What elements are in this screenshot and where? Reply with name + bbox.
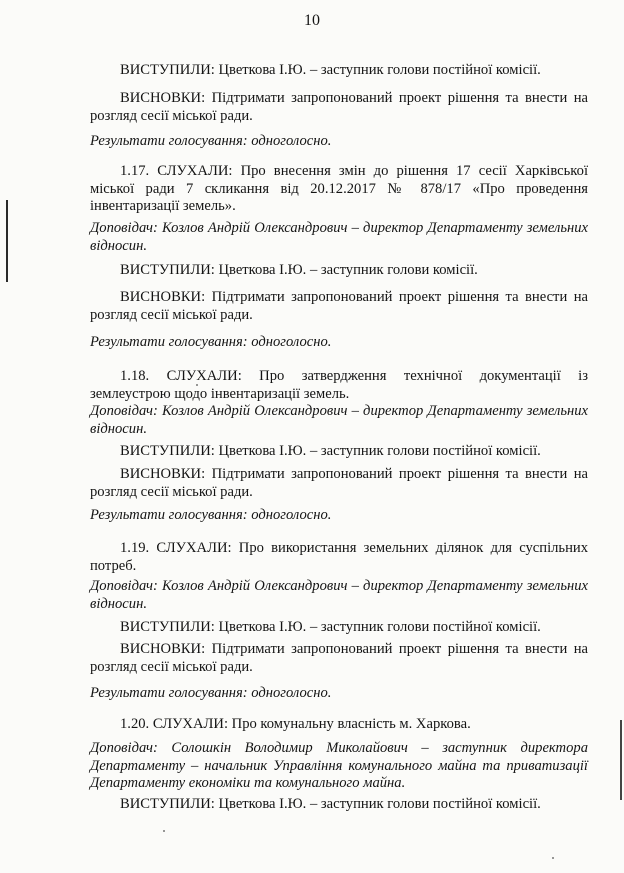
agenda-item-1-17: 1.17. СЛУХАЛИ: Про внесення змін до рішення 17 сесії Харківської міської ради 7 скликання від 20.12.2017 № 878/17 «Про проведення інвентаризації земель». <box>90 163 588 214</box>
reporter-paragraph: Доповідач: Козлов Андрій Олександрович – директор Департаменту земельних відносин. <box>90 220 588 254</box>
reporter-paragraph: Доповідач: Козлов Андрій Олександрович – директор Департаменту земельних відносин. <box>90 403 588 437</box>
speakers-paragraph: ВИСТУПИЛИ: Цветкова І.Ю. – заступник голови комісії. <box>120 262 478 278</box>
speakers-paragraph: ВИСТУПИЛИ: Цветкова І.Ю. – заступник голови постійної комісії. <box>120 62 541 78</box>
page-number: 10 <box>304 12 320 29</box>
speakers-paragraph: ВИСТУПИЛИ: Цветкова І.Ю. – заступник голови постійної комісії. <box>120 443 541 459</box>
agenda-item-1-20: 1.20. СЛУХАЛИ: Про комунальну власність м. Харкова. <box>120 716 471 732</box>
scan-speck <box>163 830 165 832</box>
conclusions-paragraph: ВИСНОВКИ: Підтримати запропонований проект рішення та внести на розгляд сесії міської ради. <box>90 641 588 675</box>
reporter-paragraph: Доповідач: Солошкін Володимир Миколайович – заступник директора Департаменту – начальник Управління комунального майна та приватизації Департаменту економіки та комунального майна. <box>90 740 588 791</box>
conclusions-paragraph: ВИСНОВКИ: Підтримати запропонований проект рішення та внести на розгляд сесії міської ради. <box>90 466 588 500</box>
vote-result: Результати голосування: одноголосно. <box>90 507 332 523</box>
speakers-paragraph: ВИСТУПИЛИ: Цветкова І.Ю. – заступник голови постійної комісії. <box>120 619 541 635</box>
agenda-item-1-19: 1.19. СЛУХАЛИ: Про використання земельних ділянок для суспільних потреб. <box>90 540 588 574</box>
speakers-paragraph: ВИСТУПИЛИ: Цветкова І.Ю. – заступник голови постійної комісії. <box>120 796 541 812</box>
scan-speck <box>196 384 198 386</box>
conclusions-paragraph: ВИСНОВКИ: Підтримати запропонований проект рішення та внести на розгляд сесії міської ради. <box>90 289 588 323</box>
vote-result: Результати голосування: одноголосно. <box>90 133 332 149</box>
vote-result: Результати голосування: одноголосно. <box>90 334 332 350</box>
scan-speck <box>552 857 554 859</box>
reporter-paragraph: Доповідач: Козлов Андрій Олександрович – директор Департаменту земельних відносин. <box>90 578 588 612</box>
conclusions-paragraph: ВИСНОВКИ: Підтримати запропонований проект рішення та внести на розгляд сесії міської ради. <box>90 90 588 124</box>
scan-artifact-left <box>6 200 8 282</box>
vote-result: Результати голосування: одноголосно. <box>90 685 332 701</box>
scan-artifact-right <box>620 720 622 800</box>
agenda-item-1-18: 1.18. СЛУХАЛИ: Про затвердження технічної документації із землеустрою щодо інвентаризації земель. <box>90 368 588 402</box>
